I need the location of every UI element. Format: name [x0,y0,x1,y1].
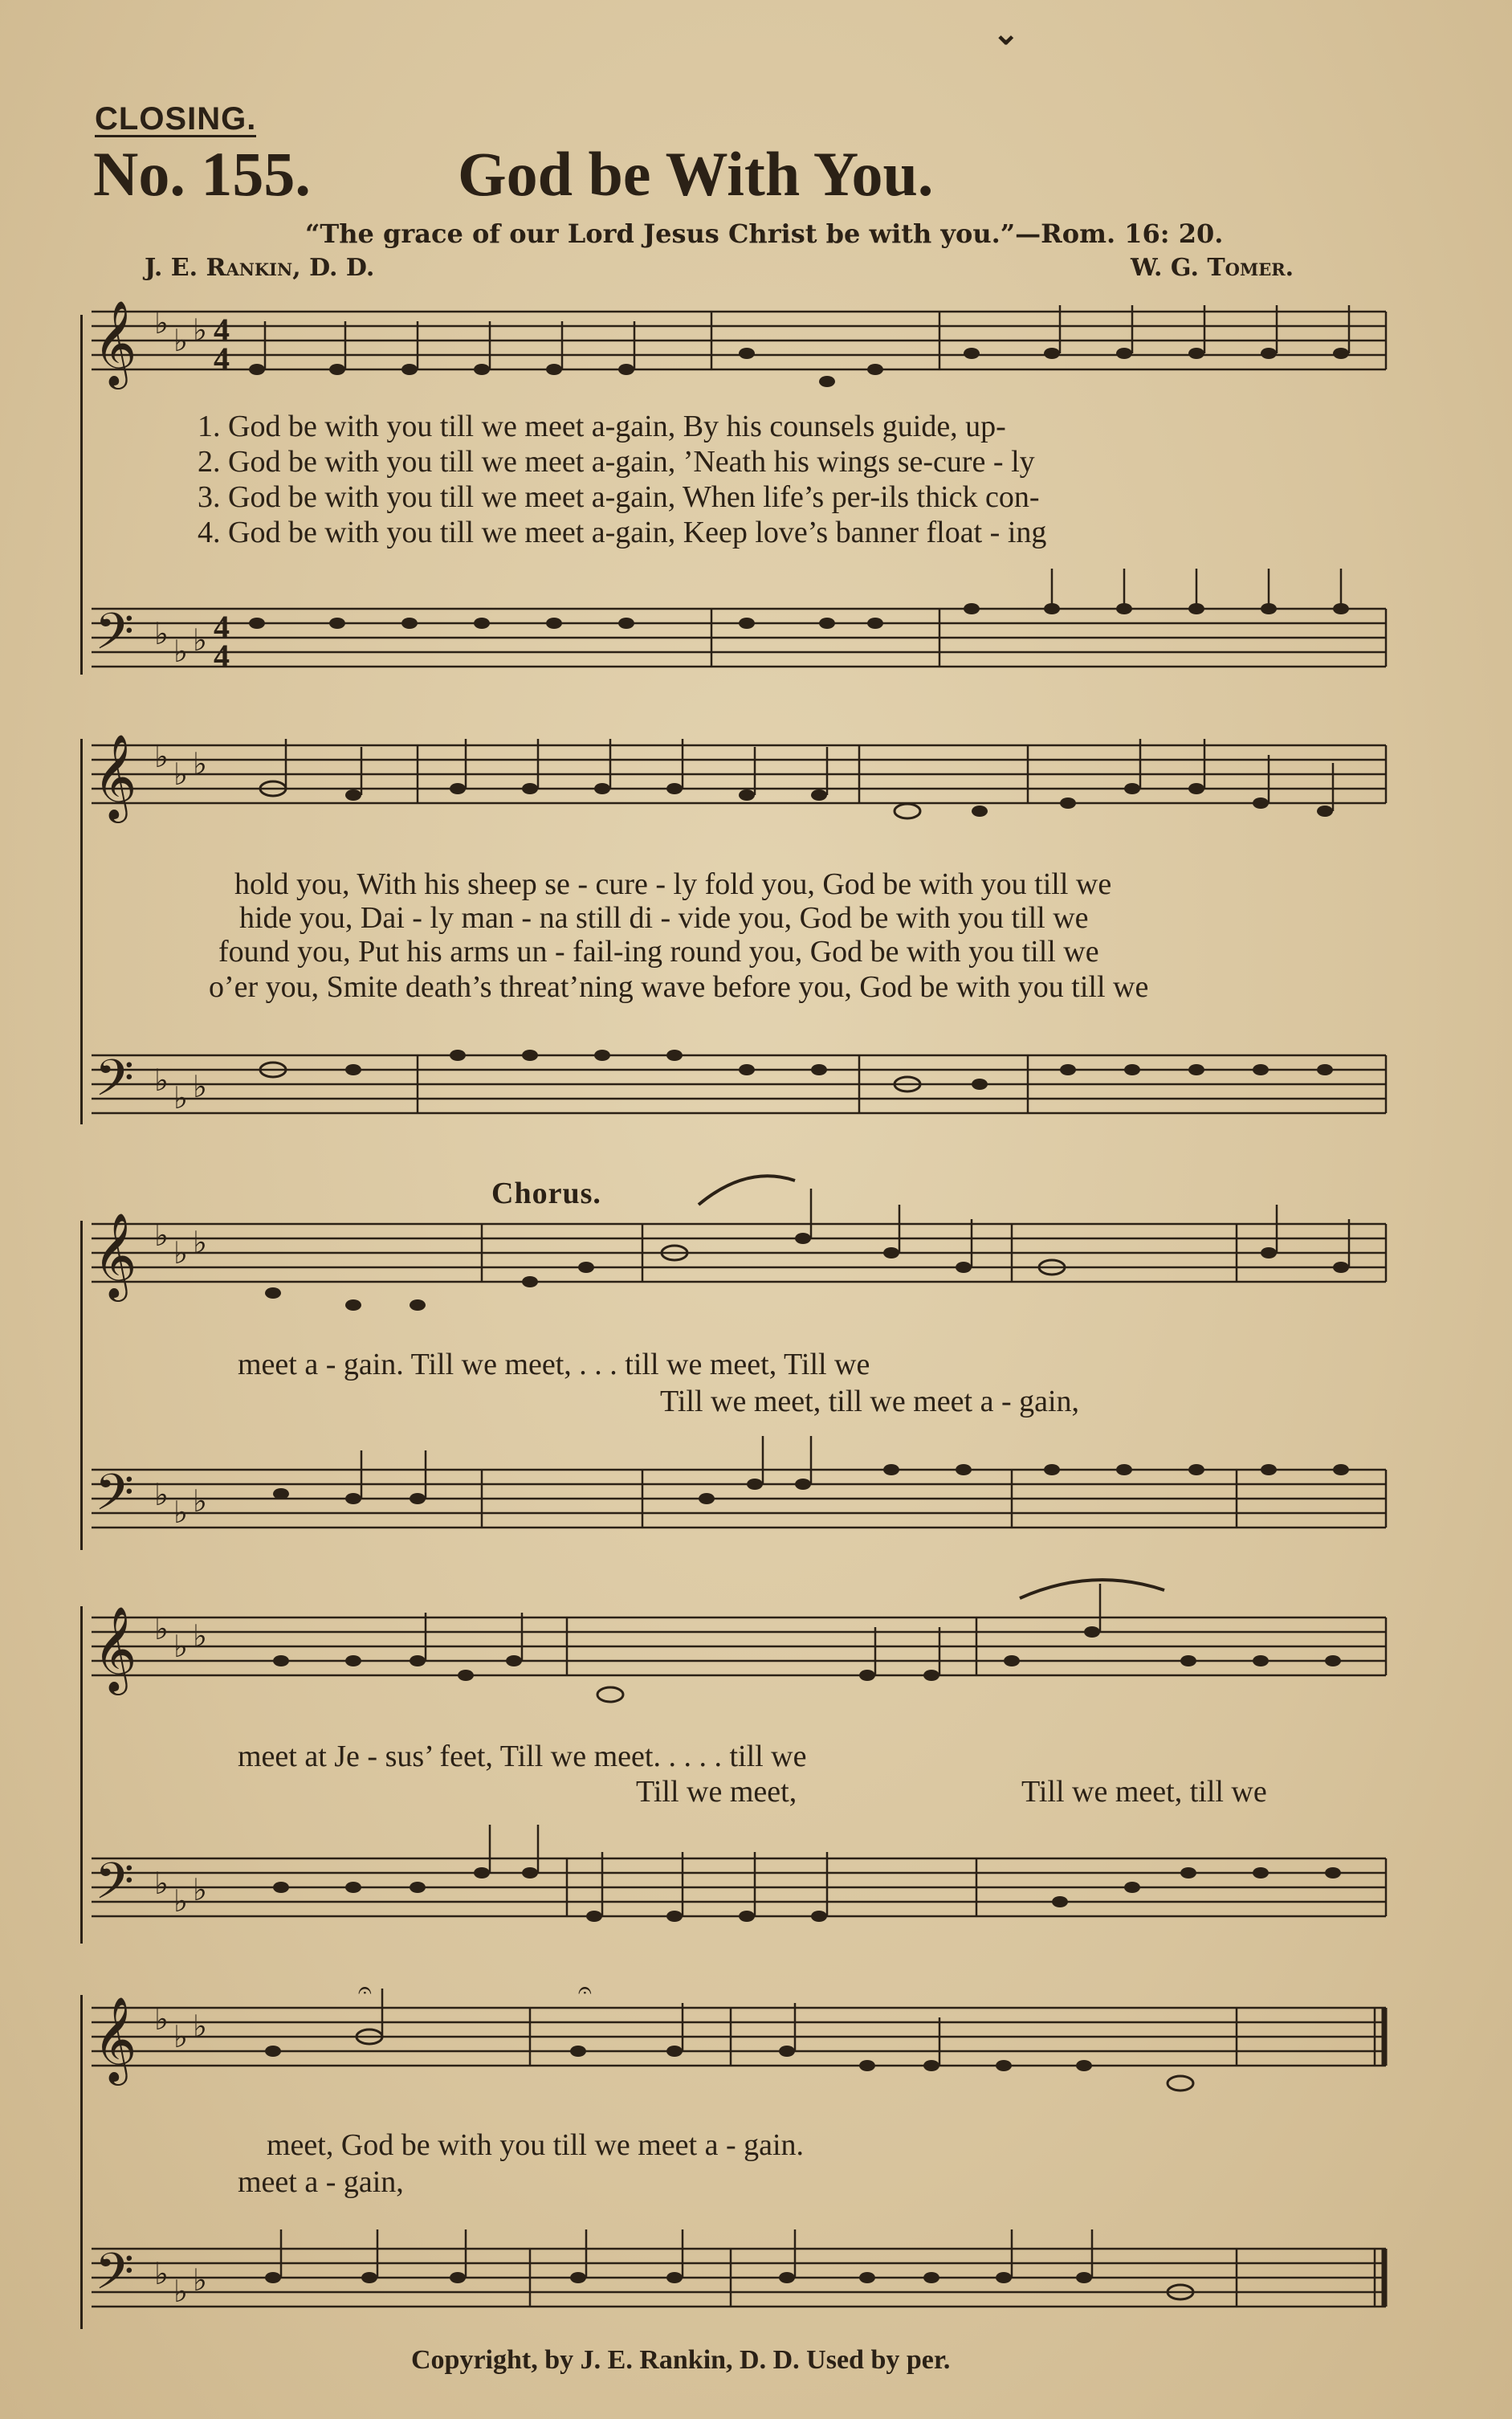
chorus-line-3: meet, God be with you till we meet a - gain. [267,2128,805,2162]
svg-text:𝄞: 𝄞 [93,1996,137,2082]
verse-2-line-2: hide you, Dai - ly man - na still di - vide you, God be with you till we [239,901,1089,935]
composer-credit: W. G. Tomer. [1131,254,1294,282]
svg-text:♭: ♭ [154,1218,169,1253]
svg-text:𝄞: 𝄞 [93,1212,137,1298]
svg-text:4: 4 [214,638,230,674]
svg-text:𝄐: 𝄐 [358,1976,372,2005]
svg-text:♭: ♭ [173,1080,188,1116]
svg-text:♭: ♭ [173,634,188,669]
svg-text:𝄞: 𝄞 [93,1605,137,1691]
section-label: CLOSING. [95,101,257,137]
lyricist-credit: J. E. Rankin, D. D. [145,254,375,282]
svg-text:𝄞: 𝄞 [93,733,137,819]
hymn-title: God be With You. [458,139,934,209]
svg-text:♭: ♭ [193,1069,207,1104]
verse-1-line-2: hold you, With his sheep se - cure - ly fold you, God be with you till we [234,867,1112,901]
svg-text:♭: ♭ [154,2001,169,2037]
verse-2-line-1: 2. God be with you till we meet a-gain, ’Neath his wings se-cure - ly [198,445,1035,479]
page-corner-mark: ⌄ [992,14,1020,52]
svg-text:♭: ♭ [173,2274,188,2309]
svg-text:♭: ♭ [193,1225,207,1260]
svg-text:♭: ♭ [193,1872,207,1907]
verse-3-line-1: 3. God be with you till we meet a-gain, When life’s per-ils thick con- [198,480,1040,514]
music-notation-5 [80,0,1512,2345]
verse-4-line-2: o’er you, Smite death’s threat’ning wave before you, God be with you till we [209,970,1149,1004]
verse-4-line-1: 4. God be with you till we meet a-gain, Keep love’s banner float - ing [198,516,1047,549]
svg-text:♭: ♭ [154,1063,169,1098]
svg-text:♭: ♭ [154,305,169,341]
svg-text:4: 4 [214,341,230,377]
verse-3-line-2: found you, Put his arms un - fail-ing round you, God be with you till we [218,935,1099,969]
svg-text:♭: ♭ [173,1495,188,1530]
svg-text:♭: ♭ [173,323,188,358]
svg-text:♭: ♭ [173,1629,188,1664]
svg-text:𝄞: 𝄞 [93,300,137,385]
svg-text:♭: ♭ [193,622,207,658]
svg-text:♭: ♭ [173,2019,188,2054]
hymn-number: No. 155. [93,139,311,209]
chorus-line-2-alto-b: Till we meet, till we [1021,1775,1267,1809]
svg-text:4: 4 [214,609,230,645]
scripture-reference: “The grace of our Lord Jesus Christ be with you.”—Rom. 16: 20. [305,218,1224,249]
svg-text:♭: ♭ [154,2256,169,2291]
svg-text:♭: ♭ [173,757,188,792]
chorus-line-2-alto-a: Till we meet, [636,1775,797,1809]
svg-text:♭: ♭ [193,746,207,781]
svg-text:♭: ♭ [173,1235,188,1271]
svg-text:♭: ♭ [193,2009,207,2044]
svg-text:𝄢: 𝄢 [95,2242,134,2313]
svg-text:𝄐: 𝄐 [578,1976,592,2005]
svg-text:♭: ♭ [154,1477,169,1512]
chorus-line-3-alto: meet a - gain, [238,2165,404,2199]
svg-text:♭: ♭ [193,1483,207,1519]
chorus-line-1: meet a - gain. Till we meet, . . . till we meet, Till we [238,1348,870,1381]
svg-text:𝄢: 𝄢 [95,1462,134,1534]
svg-text:♭: ♭ [154,1611,169,1646]
svg-text:♭: ♭ [193,312,207,348]
svg-text:♭: ♭ [173,1883,188,1919]
svg-text:♭: ♭ [154,739,169,774]
chorus-line-2: meet at Je - sus’ feet, Till we meet. . . . . till we [238,1740,807,1773]
svg-text:♭: ♭ [193,1618,207,1654]
svg-text:𝄢: 𝄢 [95,1048,134,1120]
svg-text:♭: ♭ [193,2262,207,2298]
svg-text:♭: ♭ [154,1866,169,1901]
svg-text:4: 4 [214,312,230,348]
chorus-label: Chorus. [491,1177,601,1210]
copyright-notice: Copyright, by J. E. Rankin, D. D. Used by per. [411,2345,951,2375]
svg-text:𝄢: 𝄢 [95,1851,134,1923]
chorus-line-1-alto: Till we meet, till we meet a - gain, [660,1385,1080,1418]
verse-1-line-1: 1. God be with you till we meet a-gain, By his counsels guide, up- [198,410,1006,443]
svg-text:𝄢: 𝄢 [95,602,134,673]
svg-text:♭: ♭ [154,616,169,651]
